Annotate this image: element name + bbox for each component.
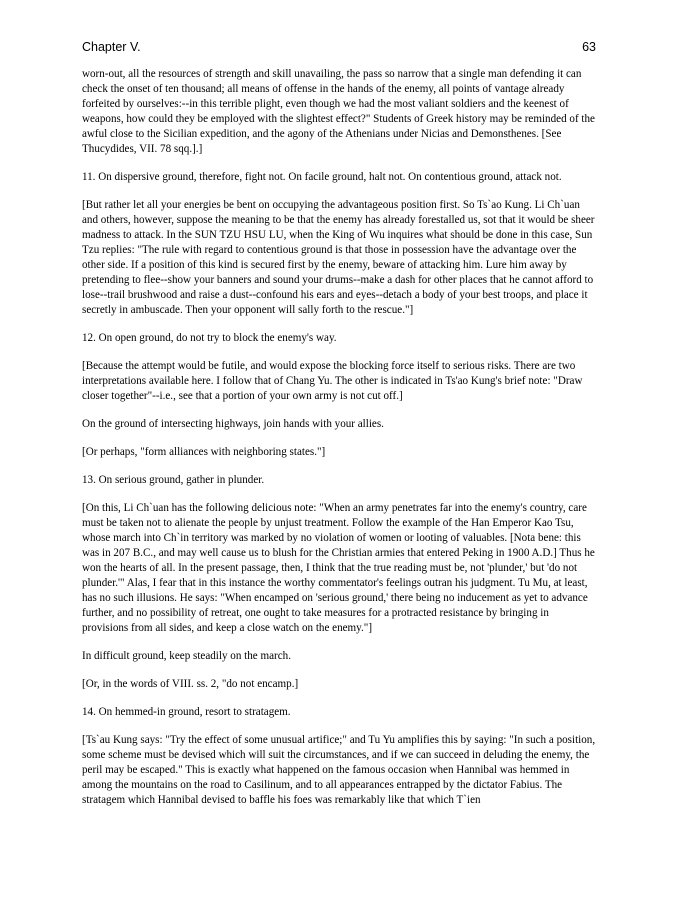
paragraph-difficult-ground: In difficult ground, keep steadily on the march. xyxy=(82,650,291,662)
chapter-title: Chapter V. xyxy=(82,40,141,54)
page-header xyxy=(82,40,596,58)
paragraph-commentary-14: [Ts`au Kung says: "Try the effect of some unusual artifice;" and Tu Yu amplifies this by saying: "In such a position, some scheme must be devised which will suit the circumstances, and if we can succeed in deluding the enemy, the peril may be escaped." This is exactly what happened on the famous occasion when Hannibal was hemmed in among the mountains on the road to Casilinum, and to all appearances entrapped by the dictator Fabius. The stratagem which Hannibal devised to baffle his foes was remarkably like that which T`ien xyxy=(82,734,596,806)
paragraph-intersecting-highways: On the ground of intersecting highways, join hands with your allies. xyxy=(82,418,384,430)
paragraph-verse-14: 14. On hemmed-in ground, resort to stratagem. xyxy=(82,706,291,718)
paragraph-continuation: worn-out, all the resources of strength and skill unavailing, the pass so narrow that a single man defending it can check the onset of ten thousand; all means of offense in the hands of the enemy, all points of vantage already forfeited by ourselves:--in this terrible plight, even though we had the most valiant soldiers and the keenest of weapons, how could they be employed with the slightest effect?" Students of Greek history may be reminded of the awful close to the Sicilian expedition, and the agony of the Athenians under Nicias and Demonsthenes. [See Thucydides, VII. 78 sqq.].] xyxy=(82,68,595,155)
paragraph-commentary-13: [On this, Li Ch`uan has the following delicious note: "When an army penetrates far into the enemy's country, care must be taken not to alienate the people by unjust treatment. Follow the example of the Han Emperor Kao Tsu, whose march into Ch`in territory was marked by no violation of women or looting of valuables. [Nota bene: this was in 207 B.C., and may well cause us to blush for the Christian armies that entered Peking in 1900 A.D.] Thus he won the hearts of all. In the present passage, then, I think that the true reading must be, not 'plunder,' but 'do not plunder.'" Alas, I fear that in this instance the worthy commentator's feelings outran his judgment. Tu Mu, at least, has no such illusions. He says: "When encamped on 'serious ground,' there being no inducement as yet to advance further, and no possibility of retreat, one ought to take measures for a protracted resistance by bringing in provisions from all sides, and keep a close watch on the enemy."] xyxy=(82,502,595,634)
paragraph-commentary-difficult: [Or, in the words of VIII. ss. 2, "do not encamp.] xyxy=(82,678,299,690)
paragraph-commentary-11: [But rather let all your energies be bent on occupying the advantageous position first. So Ts`ao Kung. Li Ch`uan and others, however, suppose the meaning to be that the enemy has already forestalled us, sot that it would be sheer madness to attack. In the SUN TZU HSU LU, when the King of Wu inquires what should be done in this case, Sun Tzu replies: "The rule with regard to contentious ground is that those in possession have the advantage over the other side. If a position of this kind is secured first by the enemy, beware of attacking him. Lure him away by pretending to flee--show your banners and sound your drums--make a dash for other places that he cannot afford to lose--trail brushwood and raise a dust--confound his ears and eyes--detach a body of your best troops, and place it secretly in ambuscade. Then your opponent will sally forth to the rescue."] xyxy=(82,199,595,316)
page-number: 63 xyxy=(582,40,596,54)
paragraph-verse-12: 12. On open ground, do not try to block the enemy's way. xyxy=(82,332,337,344)
paragraph-verse-11: 11. On dispersive ground, therefore, fight not. On facile ground, halt not. On contentious ground, attack not. xyxy=(82,171,562,183)
paragraph-commentary-12: [Because the attempt would be futile, and would expose the blocking force itself to serious risks. There are two interpretations available here. I follow that of Chang Yu. The other is indicated in Ts'ao Kung's brief note: "Draw closer together"--i.e., see that a portion of your own army is not cut off.] xyxy=(82,360,583,402)
page-body xyxy=(82,67,596,821)
paragraph-verse-13: 13. On serious ground, gather in plunder. xyxy=(82,474,265,486)
paragraph-commentary-alliances: [Or perhaps, "form alliances with neighboring states."] xyxy=(82,446,326,458)
